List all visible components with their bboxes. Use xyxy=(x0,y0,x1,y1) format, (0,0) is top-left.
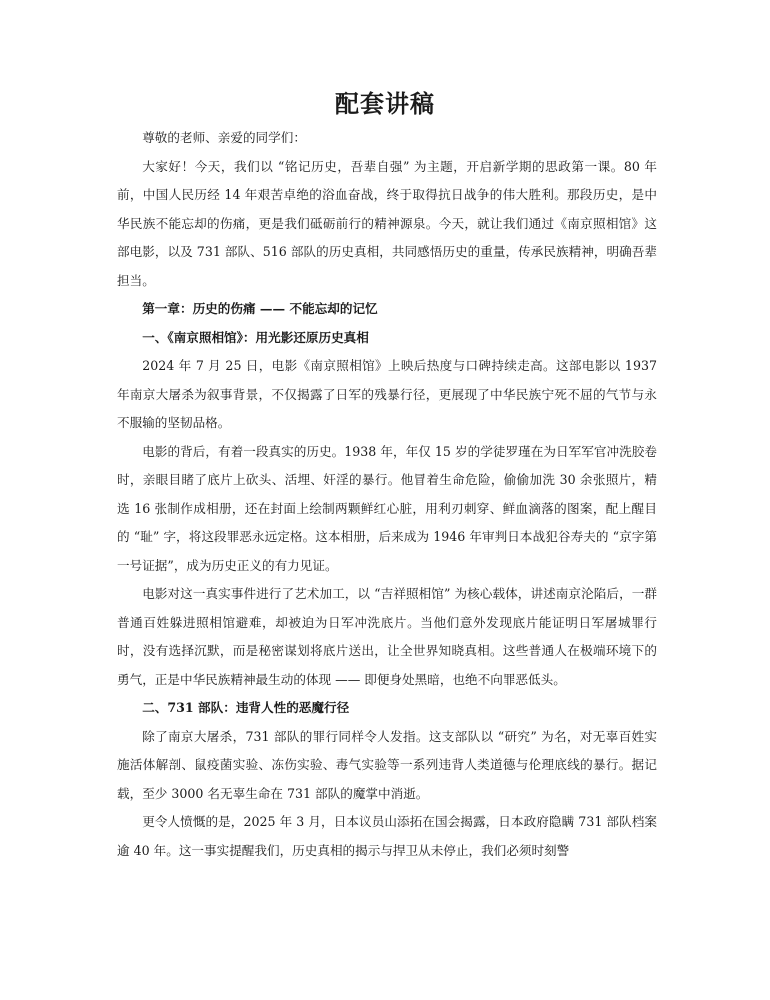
paragraph: 2024 年 7 月 25 日，电影《南京照相馆》上映后热度与口碑持续走高。这部电影以 1937 年南京大屠杀为叙事背景，不仅揭露了日军的残暴行径，更展现了中华民族宁死不屈的气节与永不服输的坚韧品格。 xyxy=(117,358,657,430)
paragraph: 除了南京大屠杀，731 部队的罪行同样令人发指。这支部队以 “研究” 为名，对无辜百姓实施活体解剖、鼠疫菌实验、冻伤实验、毒气实验等一系列违背人类道德与伦理底线的暴行。据记载，至少 3000 名无辜生命在 731 部队的魔掌中消逝。 xyxy=(117,728,657,801)
section-heading: 二、731 部队：违背人性的恶魔行径 xyxy=(142,700,350,715)
document-title: 配套讲稿 xyxy=(335,89,435,118)
paragraph: 更令人愤慨的是，2025 年 3 月，日本议员山添拓在国会揭露，日本政府隐瞒 731 部队档案逾 40 年。这一事实提醒我们，历史真相的揭示与捍卫从未停止，我们必须时刻警 xyxy=(117,814,657,858)
chapter-heading: 第一章：历史的伤痛 —— 不能忘却的记忆 xyxy=(142,301,378,316)
paragraph: 电影对这一真实事件进行了艺术加工，以 “吉祥照相馆” 为核心载体，讲述南京沦陷后，一群普通百姓躲进照相馆避难，却被迫为日军冲洗底片。当他们意外发现底片能证明日军屠城罪行时，没有选择沉默，而是秘密谋划将底片送出，让全世界知晓真相。这些普通人在极端环境下的勇气，正是中华民族精神最生动的体现 —— 即便身处黑暗，也绝不向罪恶低头。 xyxy=(117,586,657,687)
document-body xyxy=(117,124,657,865)
salutation: 尊敬的老师、亲爱的同学们： xyxy=(142,130,306,145)
intro-paragraph: 大家好！今天，我们以 “铭记历史，吾辈自强” 为主题，开启新学期的思政第一课。80 年前，中国人民历经 14 年艰苦卓绝的浴血奋战，终于取得抗日战争的伟大胜利。那段历史，是中华民族不能忘却的伤痛，更是我们砥砺前行的精神源泉。今天，就让我们通过《南京照相馆》这部电影，以及 731 部队、516 部队的历史真相，共同感悟历史的重量，传承民族精神，明确吾辈担当。 xyxy=(117,158,657,288)
section-heading: 一、《南京照相馆》：用光影还原历史真相 xyxy=(142,329,369,345)
paragraph: 电影的背后，有着一段真实的历史。1938 年，年仅 15 岁的学徒罗瑾在为日军军官冲洗胶卷时，亲眼目睹了底片上砍头、活埋、奸淫的暴行。他冒着生命危险，偷偷加洗 30 余张照片，精选 16 张制作成相册，还在封面上绘制两颗鲜红心脏，用利刃刺穿、鲜血滴落的图案，配上醒目的 “耻” 字，将这段罪恶永远定格。这本相册，后来成为 1946 年审判日本战犯谷寿夫的 “京字第一号证据”，成为历史正义的有力见证。 xyxy=(117,443,657,573)
